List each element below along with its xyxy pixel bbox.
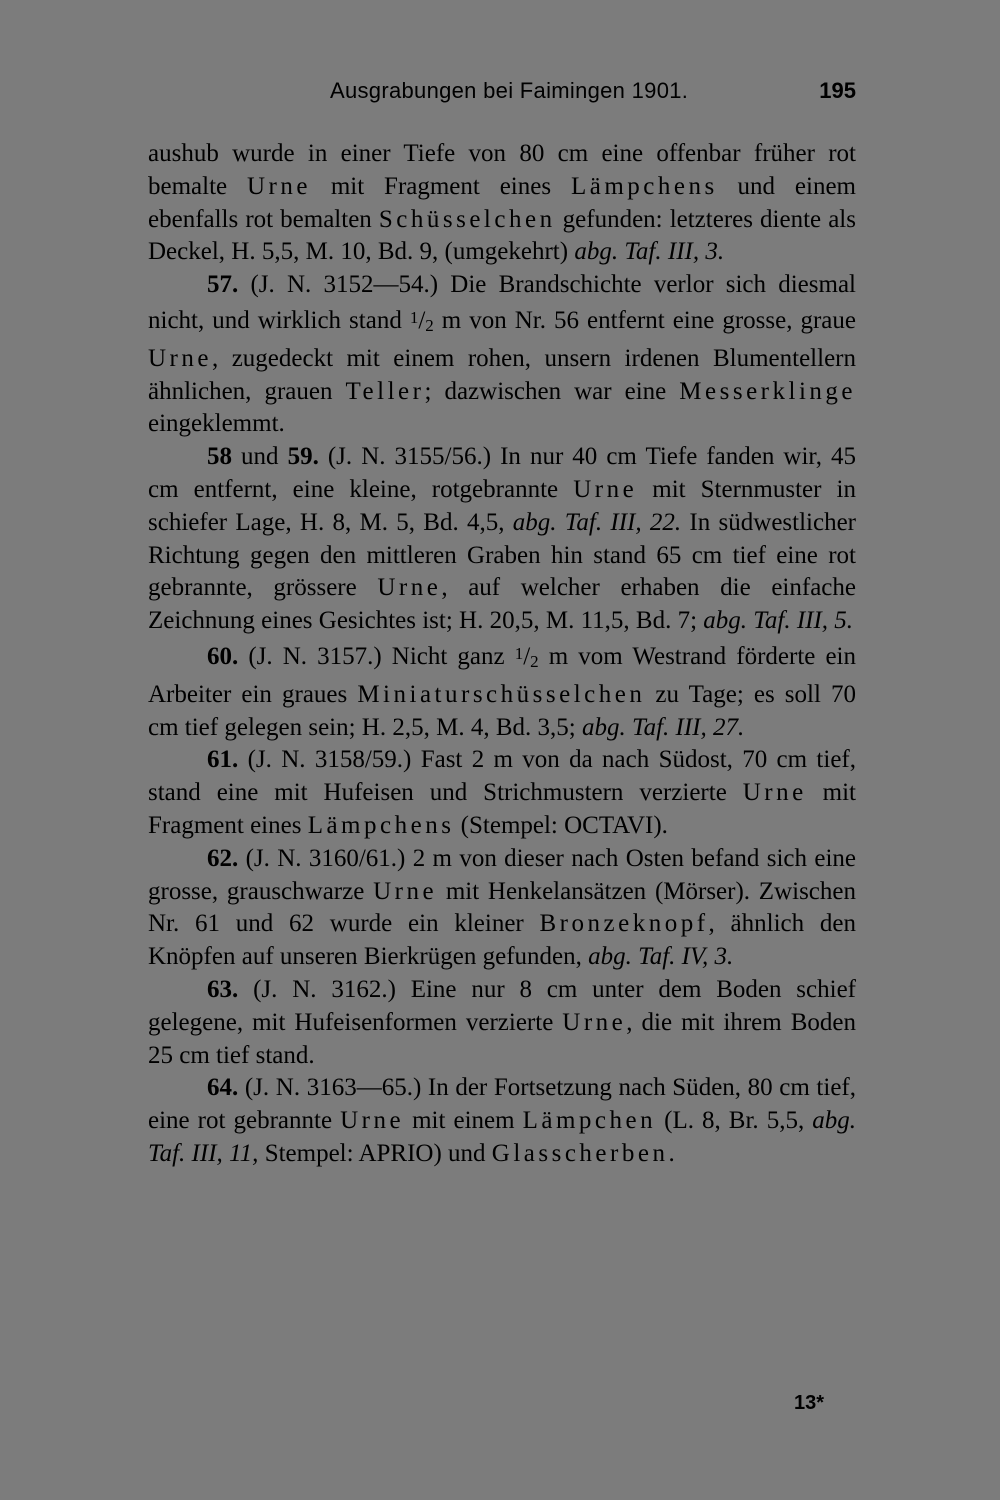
entry-number: 57. bbox=[207, 271, 239, 299]
entry-57: 57. (J. N. 3152—54.) Die Brandschichte verlor sich diesmal nicht, und wirklich stand $^1$/2 m von Nr. 56 entfernt eine grosse, graue Urne, zugedeckt mit einem rohen, unsern irdenen Blumentellern ähnlichen, grauen Teller; dazwischen war eine Messerklinge eingeklemmt. bbox=[148, 271, 856, 438]
spaced-term: Urne bbox=[377, 574, 442, 602]
entry-58-59: 58 und 59. (J. N. 3155/56.) In nur 40 cm Tiefe fanden wir, 45 cm entfernt, eine kleine, rotgebrannte Urne mit Sternmuster in schiefer Lage, H. 8, M. 5, Bd. 4,5, abg. Taf. III, 22. In südwestlicher Richtung gegen den mittleren Graben hin stand 65 cm tief eine rot gebrannte, grössere Urne, auf welcher erhaben die einfache Zeichnung eines Gesichtes ist; H. 20,5, M. 11,5, Bd. 7; abg. Taf. III, 5. bbox=[148, 443, 857, 635]
plate-reference: abg. Taf. III, 11, bbox=[148, 1107, 857, 1167]
spaced-term: Urne bbox=[373, 877, 438, 905]
plate-reference: abg. Taf. III, 3. bbox=[574, 238, 725, 266]
entry-64: 64. (J. N. 3163—65.) In der Fortsetzung nach Süden, 80 cm tief, eine rot gebrannte Urne mit einem Lämpchen (L. 8, Br. 5,5, abg. Taf. III, 11, Stempel: APRIO) und Glasscherben. bbox=[148, 1074, 857, 1167]
spaced-term: Schüsselchen bbox=[378, 205, 556, 233]
entry-number: 58 bbox=[207, 443, 232, 471]
entry-63: 63. (J. N. 3162.) Eine nur 8 cm unter dem Boden schief gelegene, mit Hufeisenformen verzierte Urne, die mit ihrem Boden 25 cm tief stand. bbox=[148, 975, 856, 1069]
paragraph-continuation: aushub wurde in einer Tiefe von 80 cm eine offenbar früher rot bemalte Urne mit Fragment eines Lämpchens und einem ebenfalls rot bemalten Schüsselchen gefunden: letzteres diente als Deckel, H. 5,5, M. 10, Bd. 9, (umgekehrt) abg. Taf. III, 3. bbox=[148, 140, 856, 266]
spaced-term: Urne bbox=[340, 1107, 405, 1135]
fraction-denominator: 2 bbox=[530, 651, 539, 671]
spaced-term: Urne bbox=[742, 779, 807, 807]
spaced-term: Lämpchen bbox=[522, 1107, 657, 1135]
entry-number: 62. bbox=[207, 844, 239, 872]
page-number: 195 bbox=[819, 78, 856, 103]
spaced-term: Urne bbox=[247, 172, 311, 200]
spaced-term: Teller bbox=[345, 377, 425, 405]
entry-61: 61. (J. N. 3158/59.) Fast 2 m von da nach Südost, 70 cm tief, stand eine mit Hufeisen und Strichmustern verzierte Urne mit Fragment eines Lämpchens (Stempel: OCTAVI). bbox=[148, 746, 856, 839]
plate-reference: abg. Taf. III, 22. bbox=[512, 508, 682, 536]
spaced-term: Lämpchens bbox=[307, 811, 455, 839]
fraction-denominator: 2 bbox=[425, 315, 434, 335]
spaced-term: Urne bbox=[562, 1008, 627, 1036]
spaced-term: Urne bbox=[148, 344, 212, 372]
plate-reference: abg. Taf. III, 27. bbox=[581, 713, 745, 741]
signature-mark: 13* bbox=[794, 1392, 825, 1414]
fraction-numerator: 1 bbox=[409, 307, 419, 327]
entry-number: 61. bbox=[207, 746, 239, 774]
entry-number: 63. bbox=[207, 975, 239, 1003]
entry-62: 62. (J. N. 3160/61.) 2 m von dieser nach Osten befand sich eine grosse, grauschwarze Urne mit Henkelansätzen (Mörser). Zwischen Nr. 61 und 62 wurde ein kleiner Bronzeknopf, ähnlich den Knöpfen auf unseren Bierkrügen gefunden, abg. Taf. IV, 3. bbox=[148, 844, 857, 971]
spaced-term: Lämpchens bbox=[570, 172, 718, 200]
running-title: Ausgrabungen bei Faimingen 1901. bbox=[330, 78, 689, 103]
body-text bbox=[148, 138, 856, 1171]
entry-number: 59. bbox=[287, 443, 319, 471]
entry-number: 60. bbox=[207, 642, 239, 670]
spaced-term: Urne bbox=[573, 475, 638, 503]
plate-reference: abg. Taf. III, 5. bbox=[703, 607, 854, 635]
entry-number: 64. bbox=[207, 1074, 239, 1102]
spaced-term: Bronzeknopf bbox=[539, 910, 709, 938]
plate-reference: abg. Taf. IV, 3. bbox=[588, 943, 734, 971]
fraction-numerator: 1 bbox=[514, 643, 524, 663]
spaced-term: Glasscherben bbox=[491, 1139, 669, 1167]
spaced-term: Messerklinge bbox=[679, 377, 856, 405]
spaced-term: Miniaturschüsselchen bbox=[357, 680, 646, 708]
running-header bbox=[148, 78, 856, 110]
entry-60: 60. (J. N. 3157.) Nicht ganz $^1$/2 m vom Westrand förderte ein Arbeiter ein graues Miniaturschüsselchen zu Tage; es soll 70 cm tief gelegen sein; H. 2,5, M. 4, Bd. 3,5; abg. Taf. III, 27. bbox=[148, 642, 857, 741]
